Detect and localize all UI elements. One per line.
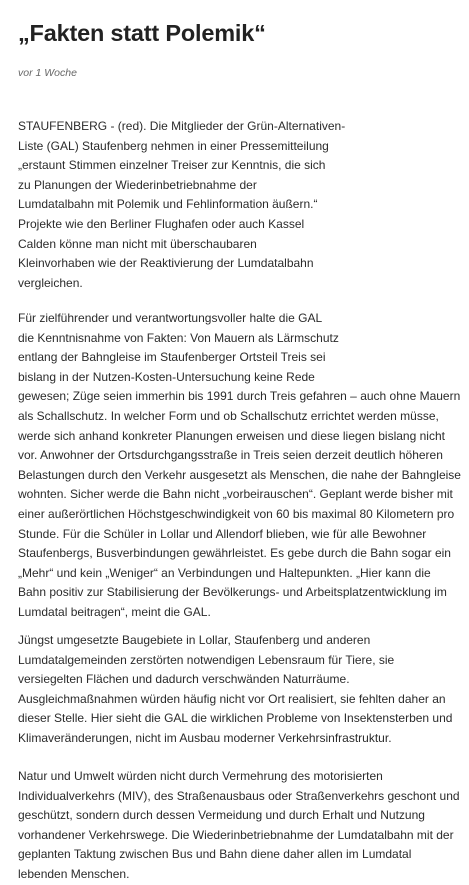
paragraph-line: Jüngst umgesetzte Baugebiete in Lollar, Staufenberg und anderen	[18, 633, 371, 647]
paragraph-line: bislang in der Nutzen-Kosten-Untersuchung keine Rede	[18, 369, 315, 384]
paragraph-line: Staufenbergs, Busverbindungen gewährleistet. Es gebe durch die Bahn sogar ein	[18, 546, 451, 561]
article-paragraph-3	[18, 631, 452, 749]
paragraph-line: als Schallschutz. In welcher Form und ob Schallschutz errichtet werden müsse,	[18, 408, 439, 423]
paragraph-line: Lumdatalbahn mit Polemik und Fehlinformation äußern.“	[18, 197, 318, 212]
paragraph-line: „erstaunt Stimmen einzelner Treiser zur Kenntnis, die sich	[18, 158, 326, 173]
paragraph-line: werde sich anhand konkreter Planungen erweisen und diese liegen bislang nicht	[18, 428, 445, 443]
paragraph-line: vor. Anwohner der Ortsdurchgangsstraße in Treis seien derzeit deutlich höheren	[18, 448, 443, 463]
paragraph-line: Natur und Umwelt würden nicht durch Vermehrung des motorisierten	[18, 769, 383, 783]
paragraph-line: geschützt, sondern durch dessen Vermeidung und durch Erhalt und Nutzung	[18, 808, 425, 823]
paragraph-line: wohnten. Sicher werde die Bahn nicht „vorbeirauschen“. Geplant werde bisher mit	[18, 487, 453, 502]
paragraph-line: vorhandener Verkehrswege. Die Wiederinbetriebnahme der Lumdatalbahn mit der	[18, 827, 454, 842]
paragraph-line: zu Planungen der Wiederinbetriebnahme der	[18, 177, 257, 192]
paragraph-line: geplanten Taktung zwischen Bus und Bahn diene daher allen im Lumdatal	[18, 847, 412, 862]
paragraph-line: Klimaveränderungen, nicht im Ausbau moderner Verkehrsinfrastruktur.	[18, 730, 392, 745]
article-paragraph-4	[18, 767, 460, 885]
article-paragraph-2	[18, 309, 461, 623]
paragraph-line: „Mehr“ und kein „Weniger“ an Verbindungen und Haltepunkten. „Hier kann die	[18, 565, 431, 580]
paragraph-line: Liste (GAL) Staufenberg nehmen in einer Pressemitteilung	[18, 138, 329, 153]
paragraph-line: gewesen; Züge seien immerhin bis 1991 durch Treis gefahren – auch ohne Mauern	[18, 389, 461, 404]
article-title: „Fakten statt Polemik“	[18, 20, 266, 46]
paragraph-line: entlang der Bahngleise im Staufenberger Ortsteil Treis sei	[18, 350, 326, 365]
paragraph-line: vergleichen.	[18, 275, 83, 290]
paragraph-line: lebenden Menschen.	[18, 866, 130, 881]
paragraph-line: Ausgleichmaßnahmen würden häufig nicht vor Ort realisiert, sie fehlten daher an	[18, 691, 446, 706]
paragraph-line: dieser Stelle. Hier sieht die GAL die wirklichen Probleme von Insektensterben und	[18, 711, 453, 726]
article-timestamp: vor 1 Woche	[18, 67, 77, 79]
paragraph-line: Kleinvorhaben wie der Reaktivierung der Lumdatalbahn	[18, 256, 314, 271]
paragraph-line: STAUFENBERG - (red). Die Mitglieder der Grün-Alternativen-	[18, 119, 346, 133]
paragraph-line: versiegelten Flächen und dadurch verschwänden Naturräume.	[18, 672, 350, 687]
article-paragraph-1	[18, 117, 345, 293]
paragraph-line: Stunde. Für die Schüler in Lollar und Allendorf blieben, wie für alle Bewohner	[18, 526, 427, 541]
paragraph-line: die Kenntnisnahme von Fakten: Von Mauern als Lärmschutz	[18, 330, 339, 345]
paragraph-line: Für zielführender und verantwortungsvoller halte die GAL	[18, 311, 323, 325]
paragraph-line: Lumdatal beitragen“, meint die GAL.	[18, 604, 211, 619]
paragraph-line: Bahn positiv zur Stabilisierung der Bevölkerungs- und Arbeitsplatzentwicklung im	[18, 585, 447, 600]
paragraph-line: Belastungen durch den Verkehr ausgesetzt als Menschen, die nahe der Bahngleise	[18, 467, 461, 482]
paragraph-line: Individualverkehrs (MIV), des Straßenausbaus oder Straßenverkehrs geschont und	[18, 788, 460, 803]
paragraph-line: einer außerörtlichen Höchstgeschwindigkeit von 60 bis maximal 80 Kilometern pro	[18, 506, 455, 521]
paragraph-line: Projekte wie den Berliner Flughafen oder auch Kassel	[18, 216, 305, 231]
paragraph-line: Lumdatalgemeinden zerstörten notwendigen Lebensraum für Tiere, sie	[18, 652, 395, 667]
paragraph-line: Calden könne man nicht mit überschaubaren	[18, 236, 257, 251]
